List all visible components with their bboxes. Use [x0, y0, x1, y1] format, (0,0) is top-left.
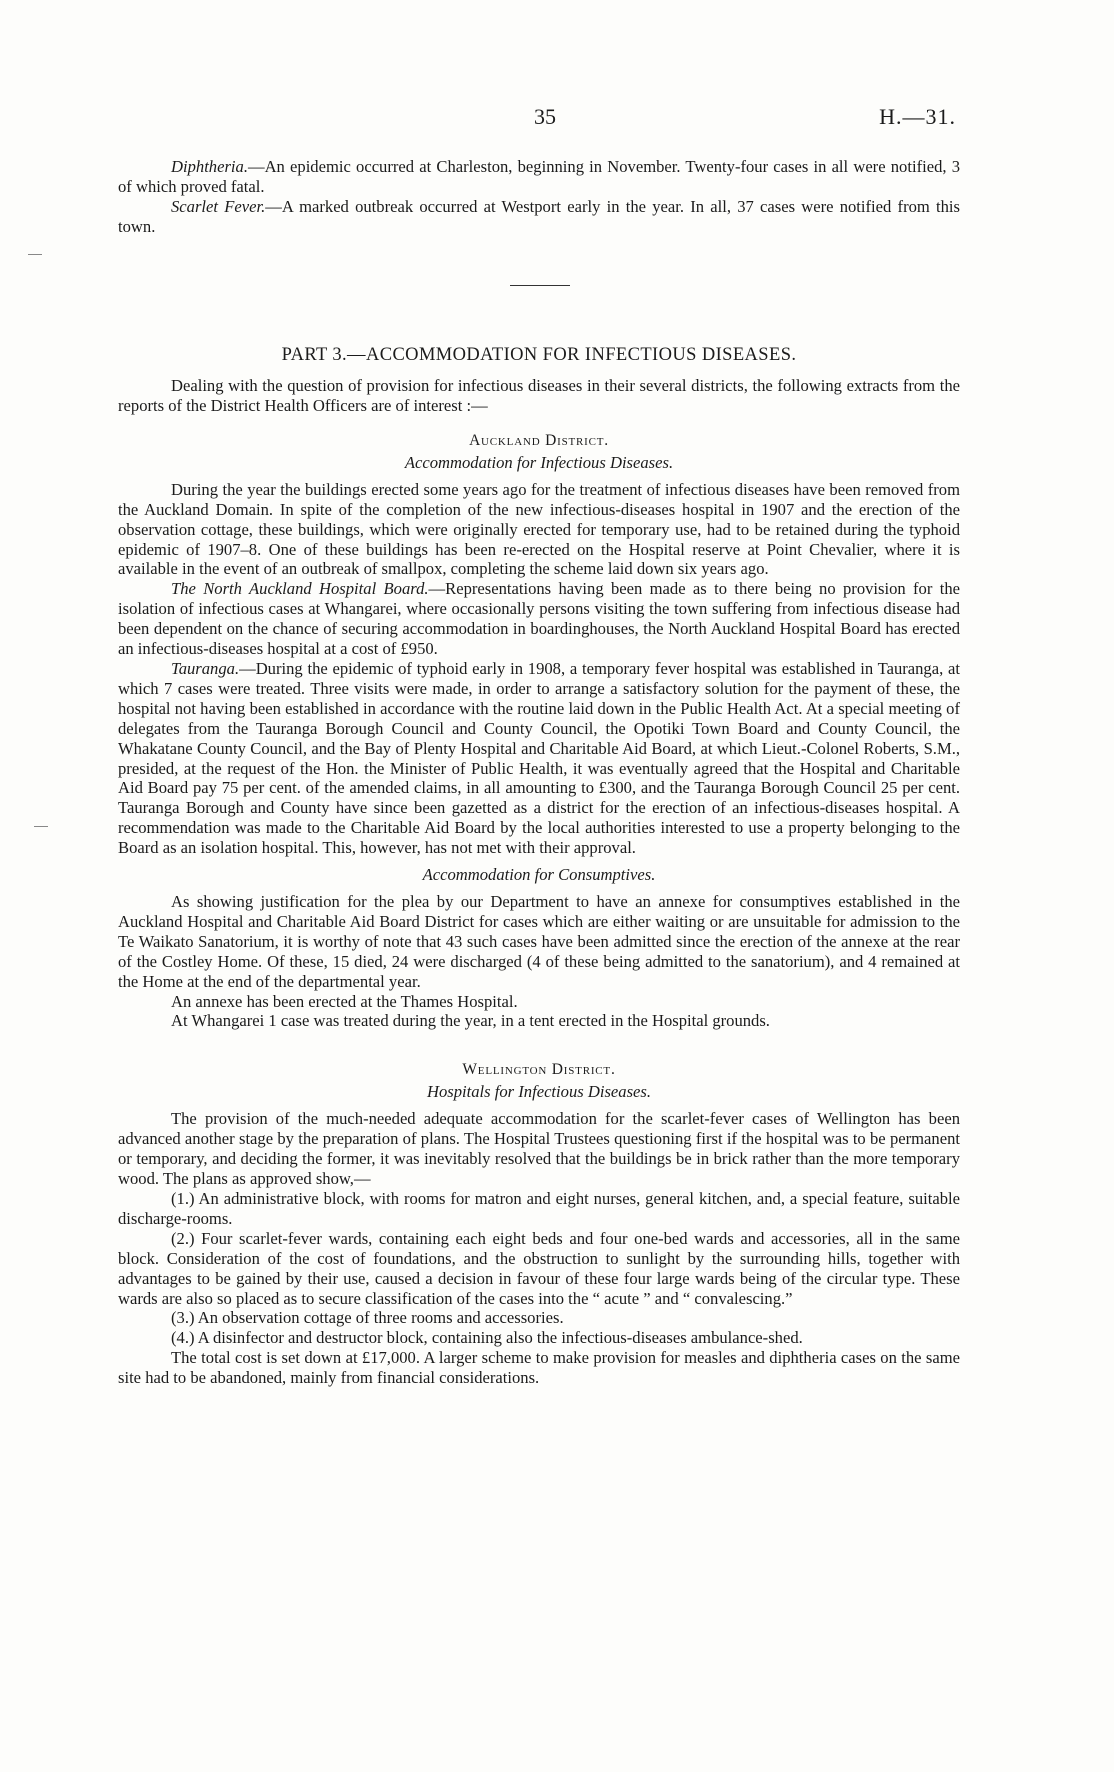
wellington-list-item: (2.) Four scarlet-fever wards, containing each eight beds and four one-bed wards and accessories, all in the same block. Consideration of the cost of foundations, and the obstruction to sunlight by the surrounding hills, together with advantages to be gained by their use, caused a decision in favour of these four large wards being of the circular type. These wards are also so placed as to secure classification of the cases into the “ acute ” and “ convalescing.” — [118, 1228, 960, 1308]
section-divider — [510, 285, 570, 286]
wellington-list-item: (1.) An administrative block, with rooms for matron and eight nurses, general kitchen, and, a special feature, suitable discharge-rooms. — [118, 1189, 960, 1228]
part-heading: PART 3.—ACCOMMODATION FOR INFECTIOUS DISEASES. — [281, 345, 797, 365]
paragraph-scarlet-fever — [118, 197, 960, 237]
auckland-paragraph-5: An annexe has been erected at the Thames Hospital. — [171, 991, 518, 1011]
lead-scarlet-fever: Scarlet Fever. — [171, 196, 266, 216]
lead-diphtheria: Diphtheria. — [171, 157, 248, 176]
document-reference: H.—31. — [879, 104, 956, 129]
auckland-paragraph-4: As showing justification for the plea by our Department to have an annexe for consumptives established in the Auckland Hospital and Charitable Aid Board District for cases which are either waiting or are unsuitable for admission to the Te Waikato Sanatorium, it is worthy of note that 43 such cases have been admitted since the erection of the annexe at the rear of the Costley Home. Of these, 15 died, 24 were discharged (4 of these being admitted to the sanatorium), and 4 remained at the Home at the end of the departmental year. — [118, 892, 960, 991]
wellington-paragraph-1: The provision of the much-needed adequate accommodation for the scarlet-fever cases of Wellington has been advanced another stage by the preparation of plans. The Hospital Trustees questioning first if the hospital was to be permanent or temporary, and deciding the former, it was inevitably resolved that the buildings be in brick rather than the more temporary wood. The plans as approved show,— — [118, 1109, 960, 1189]
text-tauranga: —During the epidemic of typhoid early in 1908, a temporary fever hospital was established in Tauranga, at which 7 cases were treated. Three visits were made, in order to arrange a satisfactory solution for the payment of these, the hospital not having been established in accordance with the routine laid down in the Public Health Act. At a special meeting of delegates from the Tauranga Borough Council and County Council, the Opotiki Town Board and County Council, the Whakatane County Council, and the Bay of Plenty Hospital and Charitable Aid Board, at which Lieut.-Colonel Roberts, S.M., presided, at the request of the Hon. the Minister of Public Health, it was eventually agreed that the Hospital and Charitable Aid Board pay 75 per cent. of the amended claims, in all amounting to £300, and the Tauranga Borough Council 25 per cent. Tauranga Borough and County have since been gazetted as a district for the erection of an infectious-diseases hospital. A recommendation was made to the Charitable Aid Board by the local authorities interested to use a property belonging to the Board as an isolation hospital. This, however, has not met with their approval. — [118, 658, 960, 858]
page-number: 35 — [534, 104, 556, 129]
auckland-subheading-infectious: Accommodation for Infectious Diseases. — [404, 452, 674, 472]
wellington-list-item: (3.) An observation cottage of three rooms and accessories. — [171, 1308, 564, 1328]
main-body — [118, 376, 960, 1388]
auckland-paragraph-2 — [118, 579, 960, 659]
intro-section — [118, 157, 960, 237]
auckland-paragraph-1: During the year the buildings erected some years ago for the treatment of infectious diseases have been removed from the Auckland Domain. In spite of the completion of the new infectious-diseases hospital in 1907 and the erection of the observation cottage, these buildings, which were originally erected for temporary use, had to be retained during the typhoid epidemic of 1907–8. One of these buildings has been re-erected on the Hospital reserve at Point Chevalier, where it is available in the event of an outbreak of smallpox, completing the scheme laid down six years ago. — [118, 479, 960, 579]
margin-mark — [34, 826, 48, 827]
paragraph-diphtheria — [118, 157, 960, 197]
auckland-paragraph-3 — [118, 659, 960, 858]
wellington-paragraph-last: The total cost is set down at £17,000. A larger scheme to make provision for measles and diphtheria cases on the same site had to be abandoned, mainly from financial considerations. — [118, 1348, 960, 1388]
margin-mark — [28, 254, 42, 255]
auckland-district-heading: Auckland District. — [469, 431, 609, 449]
text-scarlet-fever: —A marked outbreak occurred at Westport early in the year. In all, 37 cases were notified from this town. — [118, 196, 960, 236]
auckland-subheading-consumptives: Accommodation for Consumptives. — [422, 865, 656, 885]
lead-tauranga: Tauranga. — [171, 658, 240, 678]
lead-north-auckland: The North Auckland Hospital Board. — [171, 579, 429, 599]
text-diphtheria: —An epidemic occurred at Charleston, beginning in November. Twenty-four cases in all were notified, 3 of which proved fatal. — [118, 157, 960, 196]
text-north-auckland: —Representations having been made as to there being no provision for the isolation of infectious cases at Whangarei, where occasionally persons visiting the town suffering from infectious disease had been dependent on the chance of securing accommodation in boardinghouses, the North Auckland Hospital Board has erected an infectious-diseases hospital at a cost of £950. — [118, 579, 960, 659]
wellington-district-heading: Wellington District. — [462, 1061, 616, 1079]
wellington-list-item: (4.) A disinfector and destructor block, containing also the infectious-diseases ambulance-shed. — [171, 1328, 803, 1348]
part-intro-paragraph: Dealing with the question of provision for infectious diseases in their several districts, the following extracts from the reports of the District Health Officers are of interest :— — [118, 376, 960, 415]
auckland-paragraph-6: At Whangarei 1 case was treated during the year, in a tent erected in the Hospital grounds. — [171, 1011, 770, 1031]
wellington-subheading: Hospitals for Infectious Diseases. — [426, 1082, 651, 1102]
